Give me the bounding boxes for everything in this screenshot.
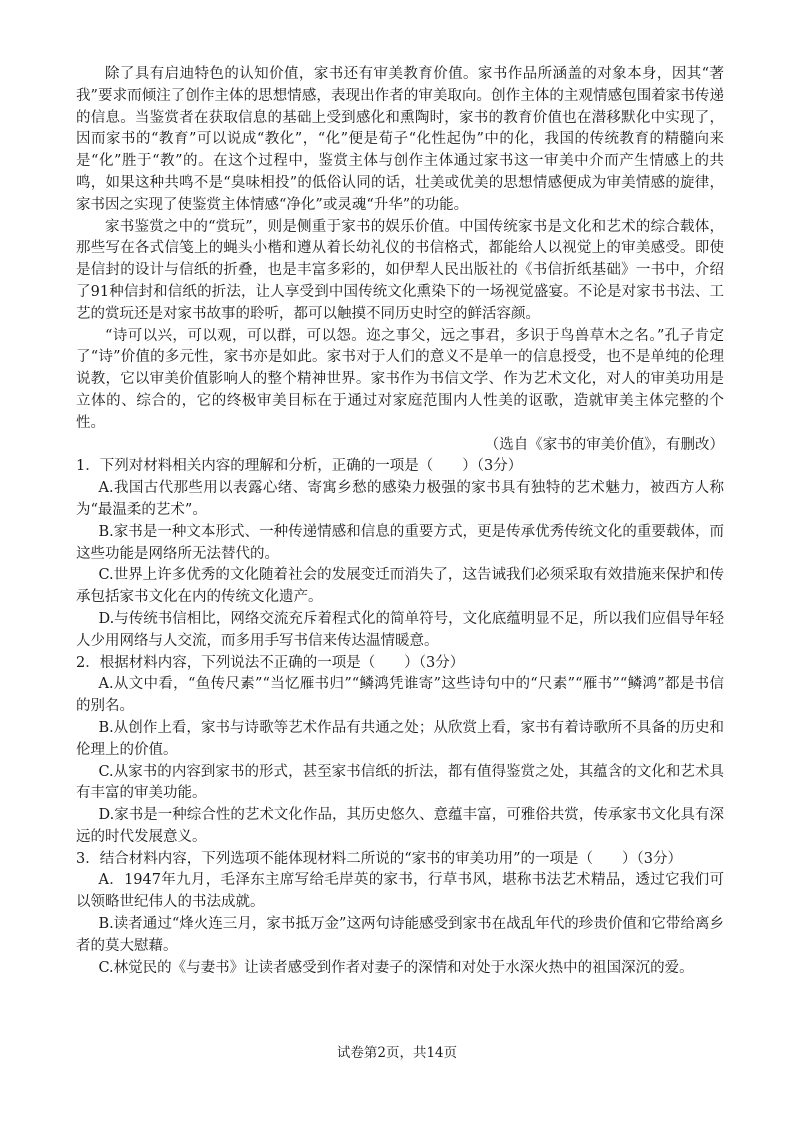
question-3-stem: 3．结合材料内容，下列选项不能体现材料二所说的“家书的审美功用”的一项是（ ）（3分） — [76, 850, 683, 867]
question-3-option-c: C.林觉民的《与妻书》让读者感受到作者对妻子的深情和对处于水深火热中的祖国深沉的爱。 — [98, 959, 694, 976]
question-2-option-d: D.家书是一种综合性的艺术文化作品，其历史悠久、意蕴丰富，可雅俗共赏，传承家书文化具有深远的时代发展意义。 — [76, 807, 724, 845]
question-2-stem: 2．根据材料内容，下列说法不正确的一项是（ ）（3分） — [76, 654, 465, 671]
question-1-option-a: A.我国古代那些用以表露心绪、寄寓乡愁的感染力极强的家书具有独特的艺术魅力，被西方人称为“最温柔的艺术”。 — [76, 480, 724, 518]
page-footer: 试卷第2页，共14页 — [336, 1045, 458, 1061]
passage-paragraph-2: 家书鉴赏之中的“赏玩”，则是侧重于家书的娱乐价值。中国传统家书是文化和艺术的综合载体，那些写在各式信笺上的蝇头小楷和遵从着长幼礼仪的书信格式，都能给人以视觉上的审美感受。即使是信封的设计与信纸的折叠，也是丰富多彩的，如伊犁人民出版社的《书信折纸基础》一书中，介绍了91种信封和信纸的折法，让人享受到中国传统文化熏染下的一场视觉盛宴。不论是对家书书法、工艺的赏玩还是对家书故事的聆听，都可以触摸不同历史时空的鲜活容颜。 — [76, 218, 724, 322]
passage-paragraph-1: 除了具有启迪特色的认知价值，家书还有审美教育价值。家书作品所涵盖的对象本身，因其“著我”要求而倾注了创作主体的思想情感，表现出作者的审美取向。创作主体的主观情感包围着家书传递的信息。当鉴赏者在获取信息的基础上受到感化和熏陶时，家书的教育价值也在潜移默化中实现了，因而家书的“教育”可以说成“教化”，“化”便是荀子“化性起伪”中的化，我国的传统教育的精髓向来是“化”胜于“教”的。在这个过程中，鉴赏主体与创作主体通过家书这一审美中介而产生情感上的共鸣，如果这种共鸣不是“臭味相投”的低俗认同的话，壮美或优美的思想情感便成为审美情感的旋律，家书因之实现了使鉴赏主体情感“净化”或灵魂“升华”的功能。 — [76, 66, 724, 213]
question-3-option-a: A．1947年九月，毛泽东主席写给毛岸英的家书，行草书风，堪称书法艺术精品，透过它我们可以领略世纪伟人的书法成就。 — [76, 872, 724, 911]
question-2-option-b: B.从创作上看，家书与诗歌等艺术作品有共通之处；从欣赏上看，家书有着诗歌所不具备的历史和伦理上的价值。 — [76, 719, 724, 758]
passage-paragraph-3: “诗可以兴，可以观，可以群，可以怨。迩之事父，远之事君，多识于鸟兽草木之名。”孔子肯定了“诗”价值的多元性，家书亦是如此。家书对于人们的意义不是单一的信息授受，也不是单纯的伦理说教，它以审美价值影响人的整个精神世界。家书作为书信文学、作为艺术文化，对人的审美功用是立体的、综合的，它的终极审美目标在于通过对家庭范围内人性美的讴歌，造就审美主体完整的个性。 — [76, 327, 724, 431]
question-1-option-d: D.与传统书信相比，网络交流充斥着程式化的简单符号，文化底蕴明显不足，所以我们应倡导年轻人少用网络与人交流，而多用手写书信来传达温情暖意。 — [76, 610, 724, 649]
question-3-option-b: B.读者通过“烽火连三月，家书抵万金”这两句诗能感受到家书在战乱年代的珍贵价值和它带给离乡者的莫大慰藉。 — [76, 916, 724, 954]
question-1-stem: 1．下列对材料相关内容的理解和分析，正确的一项是（ ）（3分） — [76, 458, 523, 475]
question-2-option-c: C.从家书的内容到家书的形式，甚至家书信纸的折法，都有值得鉴赏之处，其蕴含的文化和艺术具有丰富的审美功能。 — [76, 763, 724, 802]
question-2-option-a: A.从文中看，“鱼传尺素”“当忆雁书归”“鳞鸿凭谁寄”这些诗句中的“尺素”“雁书”“鳞鸿”都是书信的别名。 — [76, 676, 724, 715]
question-1-option-c: C.世界上许多优秀的文化随着社会的发展变迁而消失了，这告诫我们必须采取有效措施来保护和传承包括家书文化在内的传统文化遗产。 — [76, 567, 724, 606]
question-1-option-b: B.家书是一种文本形式、一种传递情感和信息的重要方式，更是传承优秀传统文化的重要载体，而这些功能是网络所无法替代的。 — [76, 523, 724, 562]
source-citation: （选自《家书的审美价值》，有删改） — [484, 436, 724, 453]
page-content — [76, 64, 724, 979]
